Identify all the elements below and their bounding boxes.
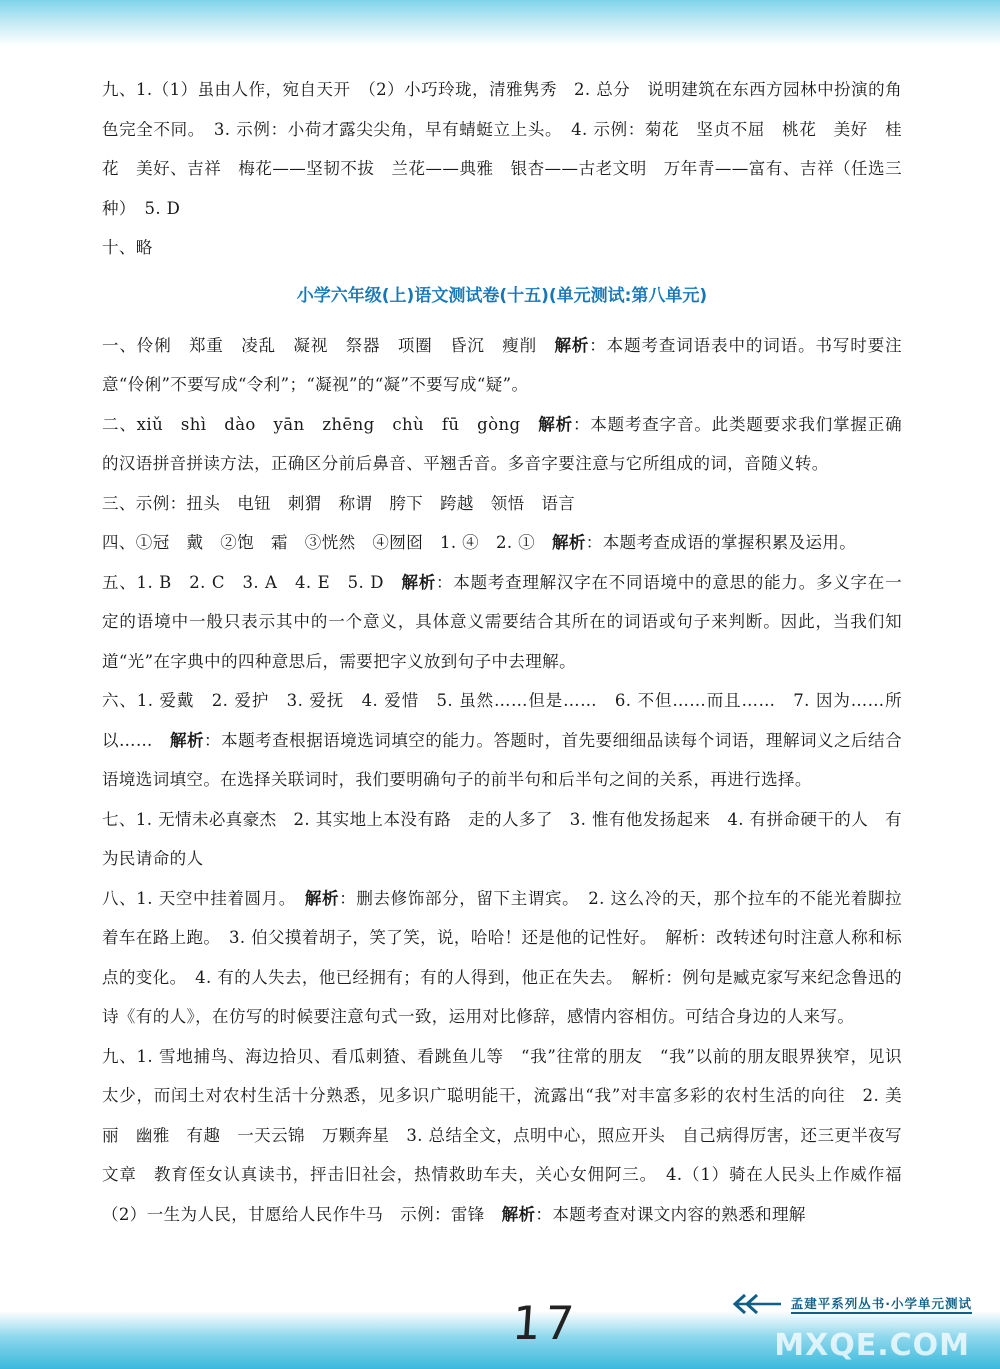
answer-text: 四、①冠 戴 ②饱 霜 ③恍然 ④囫囵 1. ④ 2. ① — [102, 533, 552, 552]
analysis-text: ：本题考查词语表中的词语。书写时要注意“伶俐”不要写成“令利”；“凝视”的“凝”不要写成“疑”。 — [102, 335, 902, 394]
analysis-text: ：本题考查成语的掌握积累及运用。 — [585, 533, 857, 552]
answer-text: 一、伶俐 郑重 凌乱 凝视 祭器 项圈 昏沉 瘦削 — [102, 335, 555, 355]
answer-paragraph-4 — [102, 523, 902, 563]
answer-text: 八、1. 天空中挂着圆月。 — [102, 888, 305, 908]
analysis-label: 解析 — [304, 888, 340, 908]
answer-paragraph-9 — [102, 1037, 919, 1235]
answer-paragraph-3 — [102, 484, 902, 524]
answer-paragraph-1 — [102, 326, 902, 405]
answer-text: 二、xiǔ shì dào yān zhēng chù fū gòng — [102, 414, 539, 434]
answer-paragraph-5 — [102, 563, 902, 682]
analysis-text: ：本题考查根据语境选词填空的能力。答题时，首先要细细品读每个词语，理解词义之后结合语境选词填空。在选择关联词时，我们要明确句子的前半句和后半句之间的关系，再进行选择。 — [102, 730, 902, 789]
analysis-label: 解析 — [401, 572, 437, 592]
analysis-text: ：本题考查理解汉字在不同语境中的意思的能力。多义字在一定的语境中一般只表示其中的一个意义，具体意义需要结合其所在的词语或句子来判断。因此，当我们知道“光”在字典中的四种意思后，需要把字义放到句子中去理解。 — [102, 572, 902, 671]
answer-text: 九、1. 雪地捕鸟、海边拾贝、看瓜刺猹、看跳鱼儿等 “我”往常的朋友 “我”以前的朋友眼界狭窄，见识太少，而闰土对农村生活十分熟悉，见多识广聪明能干，流露出“我”对丰富多彩的农村生活的向往 2. 美丽 幽雅 有趣 一天云锦 万颗奔星 3. 总结全文，点明中心，照应开头 自己病得厉害，还三更半夜写文章 教育侄女认真读书，抨击旧社会，热情救助车夫，关心女佣阿三。 4.（1）骑在人民头上作威作福 （2）一生为人民，甘愿给人民作牛马 示例：雷锋 — [102, 1046, 919, 1224]
answer-paragraph-ten: 十、略 — [102, 238, 153, 257]
answer-text: 七、1. 无情未必真豪杰 2. 其实地上本没有路 走的人多了 3. 惟有他发扬起来 4. 有拼命硬干的人 有为民请命的人 — [102, 809, 902, 868]
analysis-text: ：本题考查字音。此类题要求我们掌握正确的汉语拼音拼读方法，正确区分前后鼻音、平翘舌音。多音字要注意与它所组成的词，音随义转。 — [102, 414, 902, 473]
footer-brand — [731, 1291, 972, 1317]
answer-text: 三、示例：扭头 电钮 刺猬 称谓 胯下 跨越 领悟 语言 — [102, 493, 576, 513]
page-number: 17 — [510, 1296, 582, 1350]
answer-paragraph-nine-prev: 九、1.（1）虽由人作，宛自天开 （2）小巧玲珑，清雅隽秀 2. 总分 说明建筑在东西方园林中扮演的角色完全不同。 3. 示例：小荷才露尖尖角，早有蜻蜓立上头。 4. 示例：菊花 坚贞不屈 桃花 美好 桂花 美好、吉祥 梅花——坚韧不拔 兰花——典雅 银杏——古老文明 万年青——富有、吉祥（任选三种） 5. D — [102, 80, 902, 218]
analysis-text: ：删去修饰部分，留下主谓宾。 2. 这么冷的天，那个拉车的不能光着脚拉着车在路上跑。 3. 伯父摸着胡子，笑了笑，说，哈哈！还是他的记性好。 解析：改转述句时注意人称和标点的变化。 4. 有的人失去，他已经拥有；有的人得到，他正在失去。 解析：例句是臧克家写来纪念鲁迅的诗《有的人》，在仿写的时候要注意句式一致，运用对比修辞，感情内容相仿。可结合身边的人来写。 — [102, 888, 902, 1026]
analysis-label: 解析 — [538, 414, 573, 434]
answer-paragraph-2 — [102, 405, 902, 484]
watermark: MXQE.COM — [774, 1328, 970, 1363]
double-arrow-icon — [731, 1293, 783, 1315]
analysis-text: ：本题考查对课文内容的熟悉和理解 — [535, 1204, 806, 1224]
answer-content — [102, 70, 919, 1234]
top-decorative-band — [0, 0, 1000, 46]
analysis-label: 解析 — [501, 1204, 536, 1224]
answer-paragraph-8 — [102, 879, 902, 1037]
analysis-label: 解析 — [554, 335, 590, 355]
analysis-label: 解析 — [551, 533, 586, 552]
answer-text: 五、1. B 2. C 3. A 4. E 5. D — [102, 572, 402, 592]
answer-paragraph-7 — [102, 800, 902, 879]
answer-text: 六、1. 爱戴 2. 爱护 3. 爱抚 4. 爱惜 5. 虽然……但是…… 6. 不但……而且…… 7. 因为……所以…… — [102, 691, 902, 750]
analysis-label: 解析 — [169, 730, 205, 750]
section-title: 小学六年级(上)语文测试卷(十五)(单元测试:第八单元) — [296, 285, 708, 306]
answer-paragraph-6 — [102, 681, 902, 800]
footer-brand-text: 孟建平系列丛书·小学单元测试 — [791, 1294, 972, 1314]
